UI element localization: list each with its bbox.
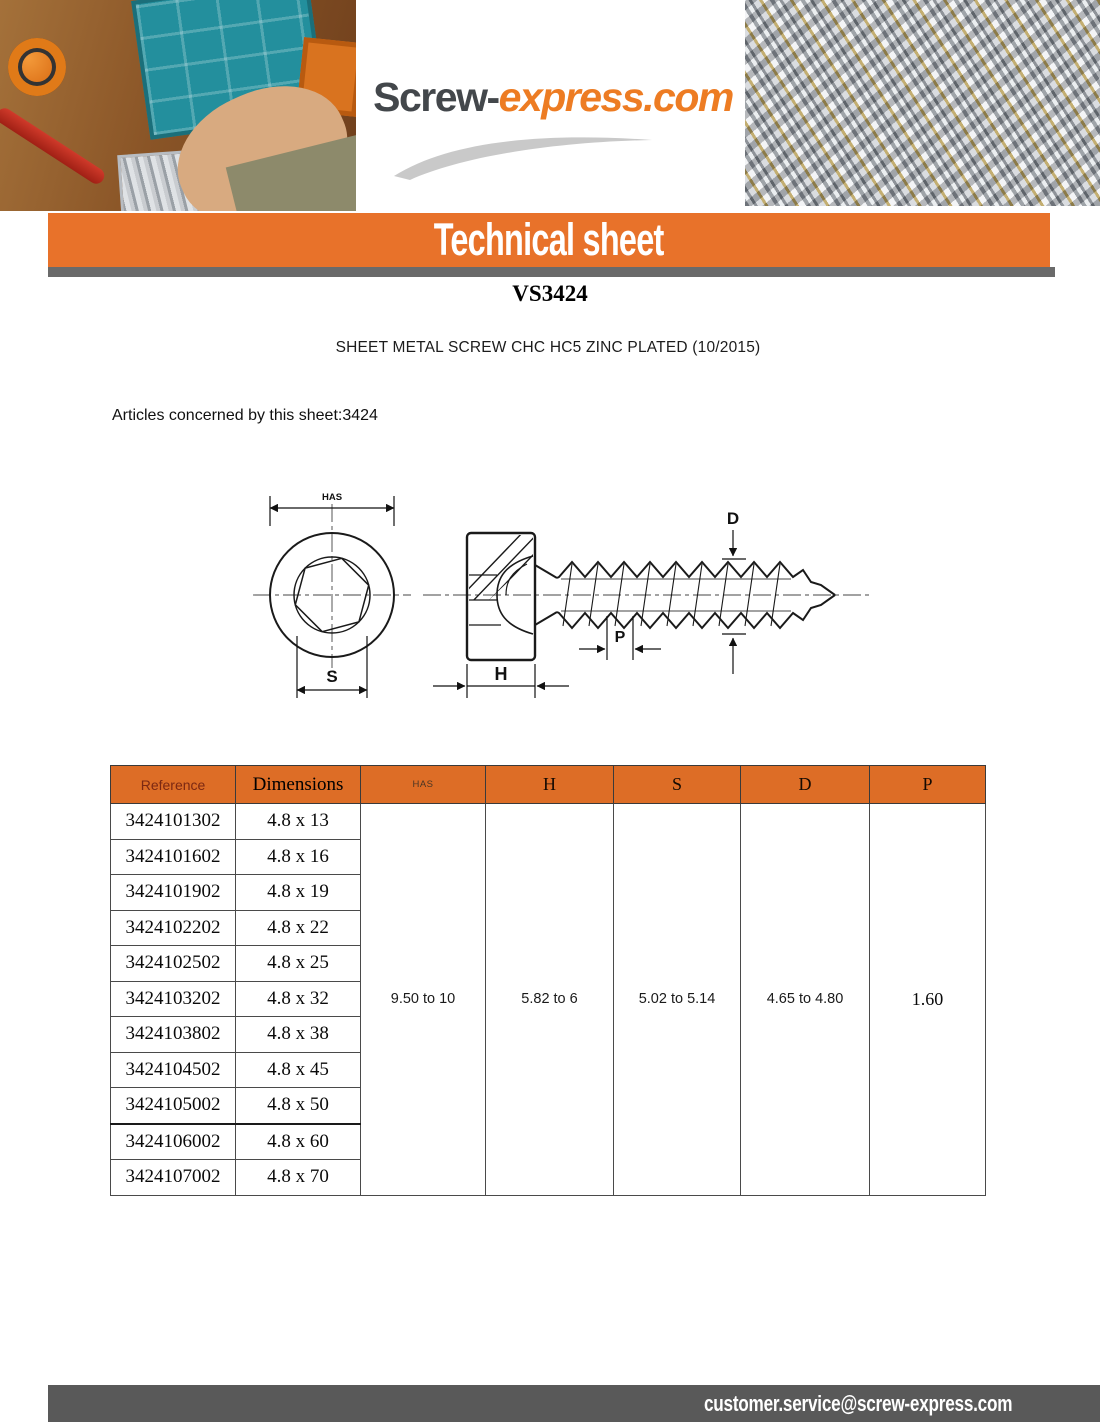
diagram-p-label: P [614, 629, 626, 646]
dimensions-cell: 4.8 x 60 [236, 1124, 361, 1160]
reference-cell: 3424101302 [111, 804, 236, 840]
photo-shape [8, 38, 66, 96]
banner-shadow-bar [48, 267, 1055, 277]
footer-bar [48, 1385, 1100, 1422]
reference-cell: 3424103802 [111, 1017, 236, 1053]
diagram-h-label: H [494, 664, 508, 684]
contact-email: customer.service@screw-express.com [703, 1390, 1012, 1416]
dimensions-cell: 4.8 x 32 [236, 981, 361, 1017]
dimensions-cell: 4.8 x 22 [236, 910, 361, 946]
screw-diagram [225, 468, 885, 728]
table-row [111, 804, 986, 840]
dimensions-cell: 4.8 x 70 [236, 1160, 361, 1196]
banner-title: Technical sheet [434, 214, 664, 265]
reference-cell: 3424106002 [111, 1124, 236, 1160]
dimensions-cell: 4.8 x 25 [236, 946, 361, 982]
has-value-cell: 9.50 to 10 [361, 804, 486, 1196]
logo-text-gray: Screw- [373, 74, 499, 120]
sheet-subtitle: SHEET METAL SCREW CHC HC5 ZINC PLATED (10/2015) [335, 339, 761, 356]
diagram-s-label: S [326, 667, 338, 686]
reference-cell: 3424103202 [111, 981, 236, 1017]
dimensions-cell: 4.8 x 13 [236, 804, 361, 840]
reference-cell: 3424105002 [111, 1088, 236, 1124]
column-header-has: HAS [361, 766, 486, 804]
d-value-cell: 4.65 to 4.80 [741, 804, 870, 1196]
logo-text-orange: express.com [498, 74, 733, 120]
column-header-reference: Reference [111, 766, 236, 804]
photo-shape [0, 105, 107, 186]
reference-cell: 3424107002 [111, 1160, 236, 1196]
table-header-row [111, 766, 986, 804]
dimensions-cell: 4.8 x 45 [236, 1052, 361, 1088]
reference-cell: 3424102502 [111, 946, 236, 982]
dimensions-cell: 4.8 x 50 [236, 1088, 361, 1124]
articles-line: Articles concerned by this sheet:3424 [112, 407, 378, 424]
dimensions-cell: 4.8 x 16 [236, 839, 361, 875]
technical-sheet-banner [48, 213, 1050, 267]
workbench-photo [0, 0, 356, 211]
screws-photo [745, 0, 1100, 206]
diagram-has-label: HAS [321, 492, 343, 503]
dimensions-cell: 4.8 x 38 [236, 1017, 361, 1053]
diagram-d-label: D [726, 509, 740, 528]
s-value-cell: 5.02 to 5.14 [614, 804, 741, 1196]
logo-swoosh [388, 128, 658, 183]
column-header-d: D [741, 766, 870, 804]
reference-cell: 3424101602 [111, 839, 236, 875]
h-value-cell: 5.82 to 6 [486, 804, 614, 1196]
column-header-h: H [486, 766, 614, 804]
dimensions-cell: 4.8 x 19 [236, 875, 361, 911]
reference-cell: 3424102202 [111, 910, 236, 946]
product-code: VS3424 [512, 281, 588, 306]
table-body [111, 804, 986, 1196]
column-header-dimensions: Dimensions [236, 766, 361, 804]
column-header-p: P [870, 766, 986, 804]
reference-cell: 3424101902 [111, 875, 236, 911]
p-value-cell: 1.60 [870, 804, 986, 1196]
brand-logo [358, 74, 748, 121]
column-header-s: S [614, 766, 741, 804]
dimensions-table [110, 765, 986, 1196]
reference-cell: 3424104502 [111, 1052, 236, 1088]
